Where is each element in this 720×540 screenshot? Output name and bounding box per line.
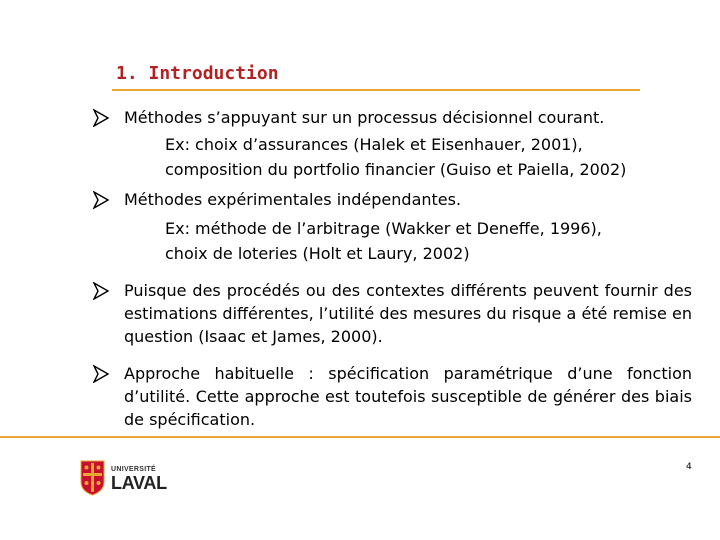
title-underline (112, 89, 640, 91)
arrow-bullet-icon (93, 191, 109, 209)
slide-title: 1. Introduction (116, 63, 279, 84)
bullet-text: Méthodes expérimentales indépendantes. (124, 190, 462, 209)
bullet-text: Puisque des procédés ou des contextes différents peuvent fournir des estimations différentes, l’utilité des mesures du risque a été remise en question (Isaac et James, 2000). (124, 281, 692, 346)
arrow-bullet-icon (93, 109, 109, 127)
university-crest-icon (80, 460, 105, 496)
footer-rule (0, 436, 720, 438)
bullet-text: Méthodes s’appuyant sur un processus décisionnel courant. (124, 108, 605, 127)
logo-line-laval: LAVAL (111, 472, 167, 493)
bullet-text: Approche habituelle : spécification paramétrique d’une fonction d’utilité. Cette approche est toutefois susceptible de générer des biais de spécification. (124, 364, 692, 429)
page-number: 4 (686, 462, 692, 472)
logo-line-university: UNIVERSITÉ (111, 465, 157, 473)
example-line: Ex: méthode de l’arbitrage (Wakker et Deneffe, 1996), (165, 219, 602, 238)
example-line: choix de loteries (Holt et Laury, 2002) (165, 244, 470, 263)
example-line: composition du portfolio financier (Guiso et Paiella, 2002) (165, 160, 627, 179)
university-logo (80, 460, 167, 496)
example-line: Ex: choix d’assurances (Halek et Eisenhauer, 2001), (165, 135, 583, 154)
arrow-bullet-icon (93, 365, 109, 383)
arrow-bullet-icon (93, 282, 109, 300)
